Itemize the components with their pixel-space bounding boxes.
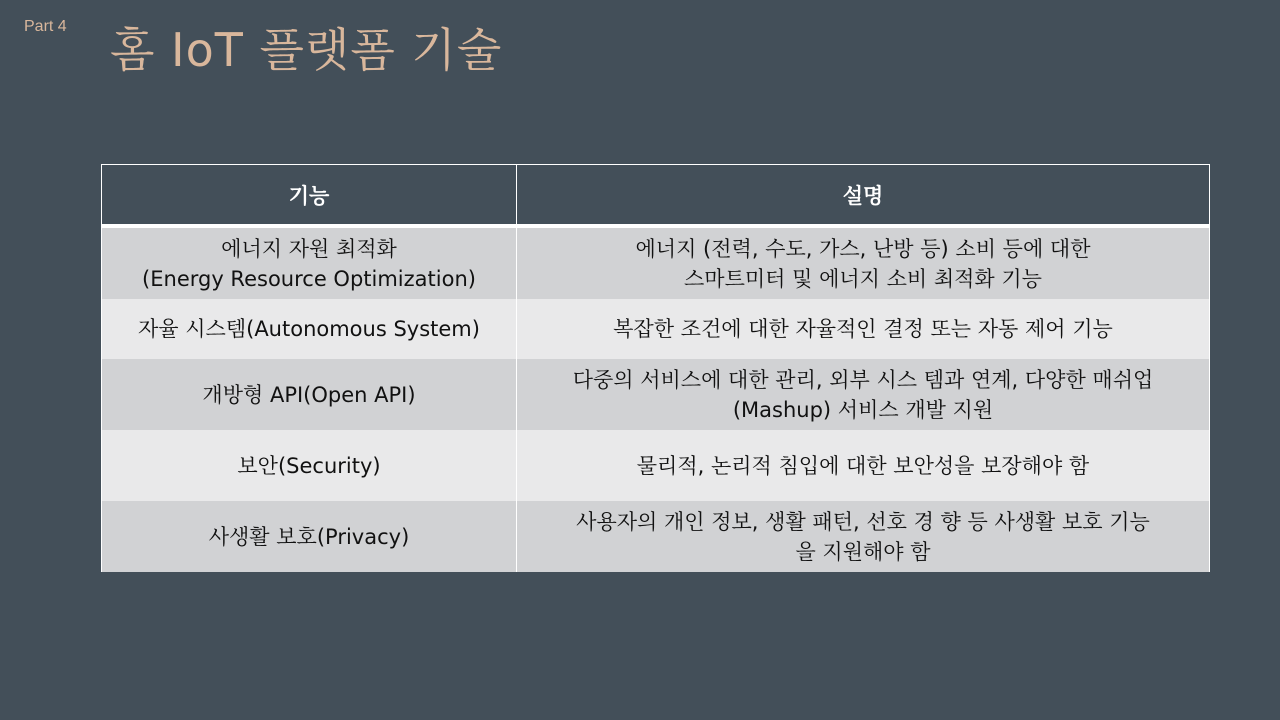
header-feature: 기능 (102, 165, 517, 227)
cell-line: 복잡한 조건에 대한 자율적인 결정 또는 자동 제어 기능 (613, 317, 1113, 341)
cell-line: 에너지 (전력, 수도, 가스, 난방 등) 소비 등에 대한 (635, 236, 1091, 261)
feature-table (101, 164, 1209, 572)
feature-table-grid (101, 164, 1210, 572)
description-cell (517, 359, 1210, 430)
table-row (102, 359, 1210, 430)
cell-line: (Mashup) 서비스 개발 지원 (732, 397, 994, 422)
cell-line: 물리적, 논리적 침입에 대한 보안성을 보장해야 함 (636, 453, 1090, 478)
cell-line: 개방형 API(Open API) (202, 382, 416, 407)
feature-cell (102, 501, 517, 572)
feature-cell (102, 226, 517, 299)
part-label: Part 4 (24, 18, 67, 35)
cell-line: 다중의 서비스에 대한 관리, 외부 시스 템과 연계, 다양한 매쉬업 (572, 367, 1154, 392)
description-cell (517, 226, 1210, 299)
table-row (102, 430, 1210, 501)
header-description: 설명 (517, 165, 1210, 227)
table-row (102, 299, 1210, 359)
cell-line: 보안(Security) (237, 453, 381, 478)
description-cell (517, 501, 1210, 572)
description-cell (517, 430, 1210, 501)
description-cell (517, 299, 1210, 359)
cell-line: 사용자의 개인 정보, 생활 패턴, 선호 경 향 등 사생활 보호 기능 (576, 509, 1150, 534)
feature-cell (102, 359, 517, 430)
cell-line: (Energy Resource Optimization) (142, 266, 476, 291)
table-row (102, 226, 1210, 299)
cell-line: 에너지 자원 최적화 (221, 236, 397, 261)
cell-line: 사생활 보호(Privacy) (208, 524, 410, 549)
cell-line: 자율 시스템(Autonomous System) (138, 317, 480, 341)
table-header-row (102, 165, 1210, 227)
cell-line: 을 지원해야 함 (795, 539, 931, 564)
feature-cell (102, 430, 517, 501)
slide-title: 홈 IoT 플랫폼 기술 (110, 23, 503, 77)
table-row (102, 501, 1210, 572)
cell-line: 스마트미터 및 에너지 소비 최적화 기능 (684, 266, 1042, 291)
feature-cell (102, 299, 517, 359)
